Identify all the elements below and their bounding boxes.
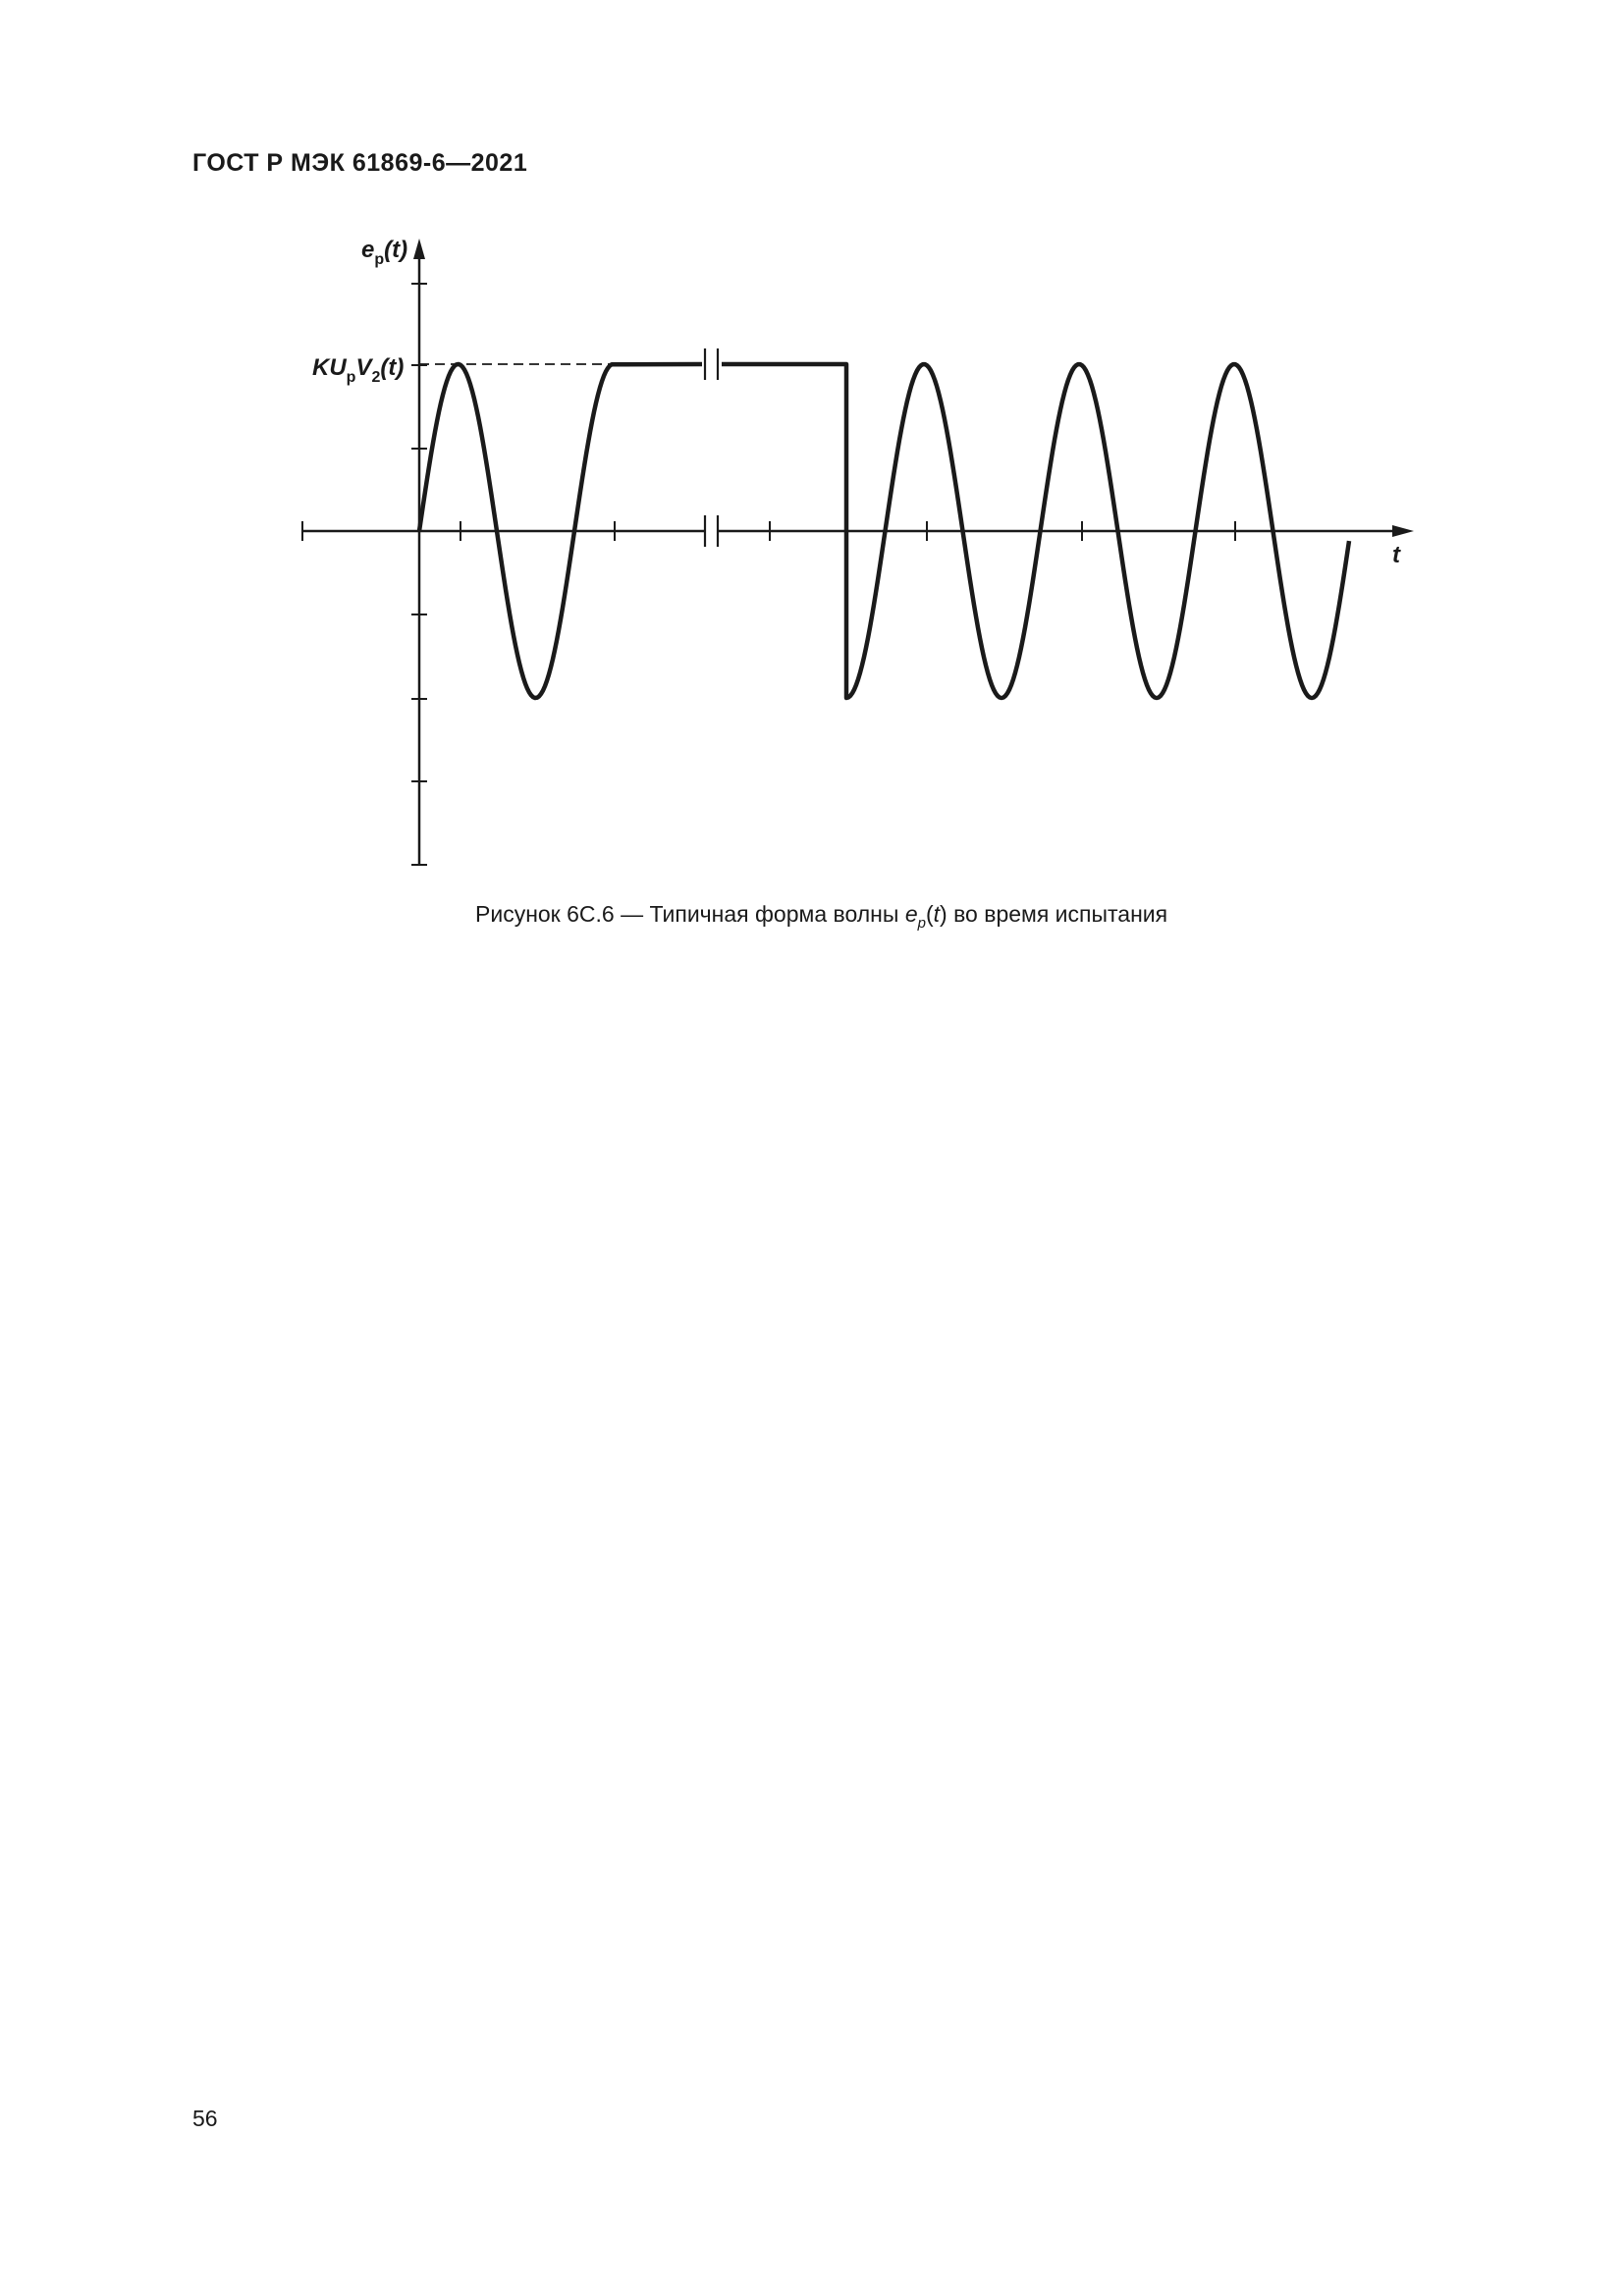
axes [302,239,1414,865]
figure-caption: Рисунок 6С.6 — Типичная форма волны $e_p(t)$ во время испытания [475,901,1168,932]
axis-breaks [705,348,719,547]
page-header: ГОСТ Р МЭК 61869-6—2021 [192,149,528,177]
y-axis-arrow [413,239,425,259]
x-axis-arrow [1392,525,1414,537]
axis-ticks [302,284,1235,865]
page-number: 56 [192,2106,218,2131]
level-label: $KU_pV_2(t)$ [312,354,405,386]
y-axis-label: $e_p(t)$ [361,237,408,268]
x-axis-label: t [1392,542,1400,568]
